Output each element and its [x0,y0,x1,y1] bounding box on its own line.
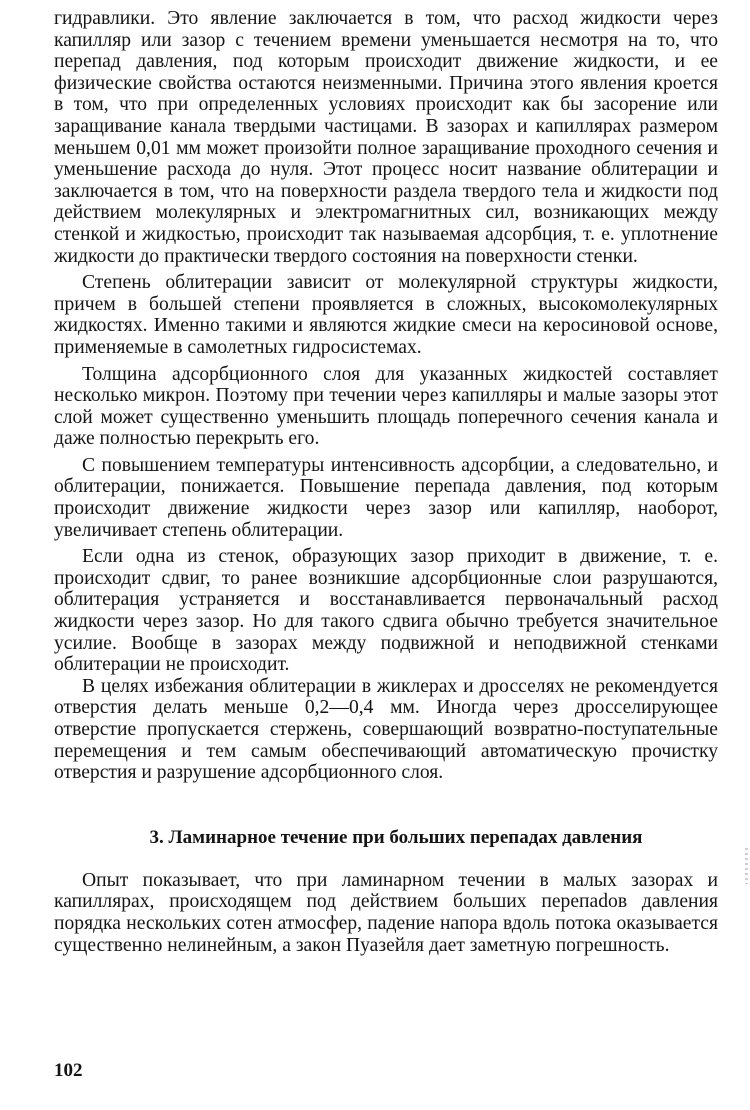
scan-edge-specks [745,848,748,884]
section-heading: 3. Ламинарное течение при больших перепадах давления [149,826,643,848]
page-number: 102 [54,1060,83,1081]
paragraph-laminar-flow: Опыт показывает, что при ламинарном течении в малых зазорах и капиллярах, происходящем под действием больших перепаdов давления порядка нескольких сотен атмосфер, падение напора вдоль потока оказывается существенно нелинейным, а закон Пуазейля дает заметную погрешность. [54,869,718,956]
paragraph-adsorption-layer: Толщина адсорбционного слоя для указанных жидкостей составляет несколько микрон. Поэтому при течении через капилляры и малые зазоры этот слой может существенно уменьшить площадь поперечного сечения канала и даже полностью перекрыть его. [54,363,718,450]
paragraph-obliteration-degree: Степень облитерации зависит от молекулярной структуры жидкости, причем в большей степени проявляется в сложных, высокомолекулярных жидкостях. Именно такими и являются жидкие смеси на керосиновой основе, применяемые в самолетных гидросистемах. [54,272,718,358]
paragraph-jet-recommendation: В целях избежания облитерации в жиклерах и дросселях не рекомендуется отверстия делать меньше 0,2—0,4 мм. Иногда через дросселирующее отверстие пропускается стержень, совершающий возвратно-поступательные перемещения и тем самым обеспечивающий автоматическую прочистку отверстия и разрушение адсорбционного слоя. [54,675,718,784]
paragraph-obliteration-intro: гидравлики. Это явление заключается в том, что расход жидкости через капилляр или зазор с течением времени уменьшается несмотря на то, что перепад давления, под которым происходит движение жидкости, и ее физические свойства остаются неизменными. Причина этого явления кроется в том, что при определенных условиях происходит как бы засорение или заращивание канала твердыми частицами. В зазорах и капиллярах размером меньшем 0,01 мм может произойти полное заращивание проходного сечения и уменьшение расхода до нуля. Этот процесс носит название облитерации и заключается в том, что на поверхности раздела твердого тела и жидкости под действием молекулярных и электромагнитных сил, возникающих между стенкой и жидкостью, происходит так называемая адсорбция, т. е. уплотнение жидкости до практически твердого состояния на поверхности стенки. [54,8,718,267]
document-page [54,8,718,1103]
paragraph-wall-motion: Если одна из стенок, образующих зазор приходит в движение, т. е. происходит сдвиг, то ранее возникшие адсорбционные слои разрушаются, облитерация устраняется и восстанавливается первоначальный расход жидкости через зазор. Но для такого сдвига обычно требуется значительное усилие. Вообще в зазорах между подвижной и неподвижной стенками облитерации не происходит. [54,546,718,676]
paragraph-temperature-effect: С повышением температуры интенсивность адсорбции, а следовательно, и облитерации, понижается. Повышение перепада давления, под которым происходит движение жидкости через зазор или капилляр, наоборот, увеличивает степень облитерации. [54,454,718,541]
